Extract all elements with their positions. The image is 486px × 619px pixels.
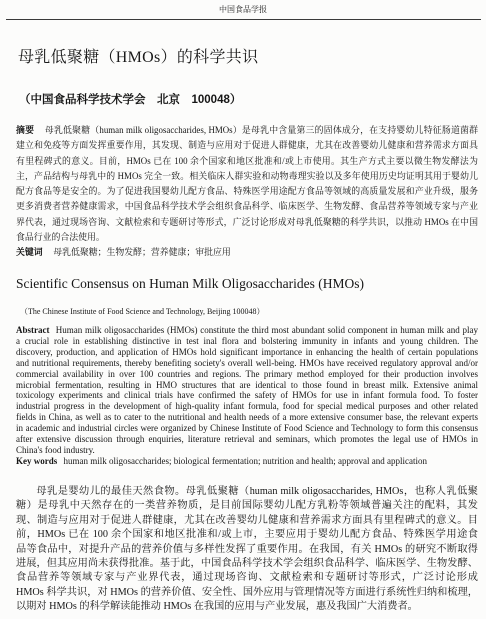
cn-abstract-line: 食品行业的合法使用。 (16, 232, 105, 243)
cn-keywords (16, 245, 478, 260)
header-rule (6, 19, 481, 20)
en-abstract-line: toxicology experiments and clinical trials have confirmed the safety of HMOs for use in infant formula food. To foster (16, 390, 478, 401)
body-line: 食品营养等领域专家与产业界代表，通过现场咨询、文献检索和专题研讨等形式，广泛讨论形成 (16, 572, 478, 584)
journal-header: 中国食品学报 (219, 5, 267, 14)
en-abstract-line: discovery, production, and application of HMOs hold significant importance in enhancing the health of certain populations (16, 346, 478, 357)
cn-keywords-label: 关键词 (16, 247, 43, 258)
cn-abstract-label: 摘要 (16, 125, 35, 135)
en-affiliation: （The Chinese Institute of Food Science and Technology, Beijing 100048） (20, 307, 265, 316)
en-abstract-line: industrial progress in the development of high-quality infant formula, food for special medical purposes and other related (16, 401, 478, 412)
cn-abstract-line: 配方食品等是安全的。为了促进我国婴幼儿配方食品、特殊医学用途配方食品等领域的高质量发展和产业升级，服务 (16, 186, 478, 197)
cn-abstract-line: 建立和免疫等方面发挥重要作用，其发现、制造与应用对于促进人群健康，尤其在改善婴幼儿健康和营养需求方面具 (16, 140, 478, 151)
en-keywords-label: Key words (16, 455, 58, 466)
en-abstract-line: fields in China, as well as to cater to the nutritional and health needs of a more extensive consumer base, the relevant experts (16, 412, 478, 423)
en-abstract-line: after extensive discussion through enquiries, literature retrieval and seminars, which promotes the legal use of HMOs in (16, 434, 478, 445)
cn-abstract-line: 有里程碑式的意义。目前，HMOs 已在 100 余个国家和地区批准和/或上市使用。其生产方式主要以微生物发酵法为 (16, 155, 478, 166)
en-abstract-line: and nutritional requirements, thereby benefiting society's overall well-being. HMOs have received regulatory approval and/or (16, 357, 478, 368)
en-abstract-line: a crucial role in establishing distinctive in test inal flora and bolstering immunity in infants and young children. The (16, 335, 478, 346)
cn-abstract-text: 母乳低聚糖（human milk oligosaccharides, HMOs）是母乳中含量第三的固体成分，在支持婴幼儿特征肠道菌群 (44, 125, 479, 135)
en-keywords (16, 456, 478, 467)
cn-abstract-line (16, 123, 478, 138)
cn-title: 母乳低聚糖（HMOs）的科学共识 (18, 49, 259, 66)
body-paragraph (16, 485, 478, 615)
en-title: Scientific Consensus on Human Milk Oligosaccharides (HMOs) (16, 276, 364, 291)
body-line: HMOs 科学共识，对 HMOs 的营养价值、安全性、国外应用与管理情况等方面进行系统性归纳和梳理， (16, 586, 478, 598)
body-line: 以期对 HMOs 的科学解读能推动 HMOs 在我国的应用与产业发展，惠及我国广大消费者。 (16, 601, 418, 613)
body-line: 前，HMOs 已在 100 余个国家和地区批准和/或上市，主要应用于婴幼儿配方食品、特殊医学用途食 (16, 529, 478, 541)
en-abstract-line: in academic and industrial circles were organized by Chinese Institute of Food Science and Technology to form this consensus (16, 423, 478, 434)
en-abstract-line: China's food industry. (16, 444, 95, 455)
cn-abstract (16, 123, 478, 261)
en-abstract-line (16, 325, 478, 336)
en-abstract-text: Human milk oligosaccharides (HMOs) constitute the third most abundant solid component in human milk and play (55, 325, 478, 335)
en-keywords-text: human milk oligosaccharides; biological fermentation; nutrition and health; approval and application (63, 455, 427, 466)
body-line: 母乳是婴幼儿的最佳天然食物。母乳低聚糖（human milk oligosaccharides, HMOs，也称人乳低聚 (36, 486, 478, 497)
body-line: 品等食品中，对提升产品的营养价值与多样性发挥了重要作用。在我国，有关 HMOs 的研究不断取得 (16, 543, 478, 555)
cn-affiliation: （中国食品科学技术学会 北京 100048） (19, 94, 242, 106)
cn-abstract-line: 界代表，通过现场咨询、文献检索和专题研讨等形式，广泛讨论形成对母乳低聚糖的科学共识，以推动 HMOs 在中国 (16, 216, 478, 227)
cn-abstract-line: 更多消费者营养健康需求，中国食品科学技术学会组织食品科学、临床医学、生物发酵、食品营养等领域专家与产业 (16, 201, 478, 212)
en-abstract-label: Abstract (16, 325, 50, 335)
cn-abstract-line: 主，产品结构与母乳中的 HMOs 完全一致。相关临床人群实验和动物毒理实验以及多年使用历史均证明其用于婴幼儿 (16, 170, 478, 181)
en-abstract (16, 325, 478, 467)
en-abstract-line: commercial availability in over 100 countries and regions. The primary method employed for their production involves (16, 368, 478, 379)
cn-keywords-text: 母乳低聚糖；生物发酵；营养健康；审批应用 (53, 247, 231, 258)
body-line: 现、制造与应用对于促进人群健康，尤其在改善婴幼儿健康和营养需求方面具有里程碑式的意义。目 (16, 514, 478, 526)
body-line: 进展，但其应用尚未获得批准。基于此，中国食品科学技术学会组织食品科学、临床医学、生物发酵、 (16, 558, 478, 570)
en-abstract-line: microbial fermentation, resulting in HMO structures that are identical to those found in breast milk. Extensive animal (16, 379, 478, 390)
body-line: 糖）是母乳中天然存在的一类营养物质，是目前国际婴幼儿配方乳粉等领域普遍关注的配料，其发 (16, 500, 478, 512)
